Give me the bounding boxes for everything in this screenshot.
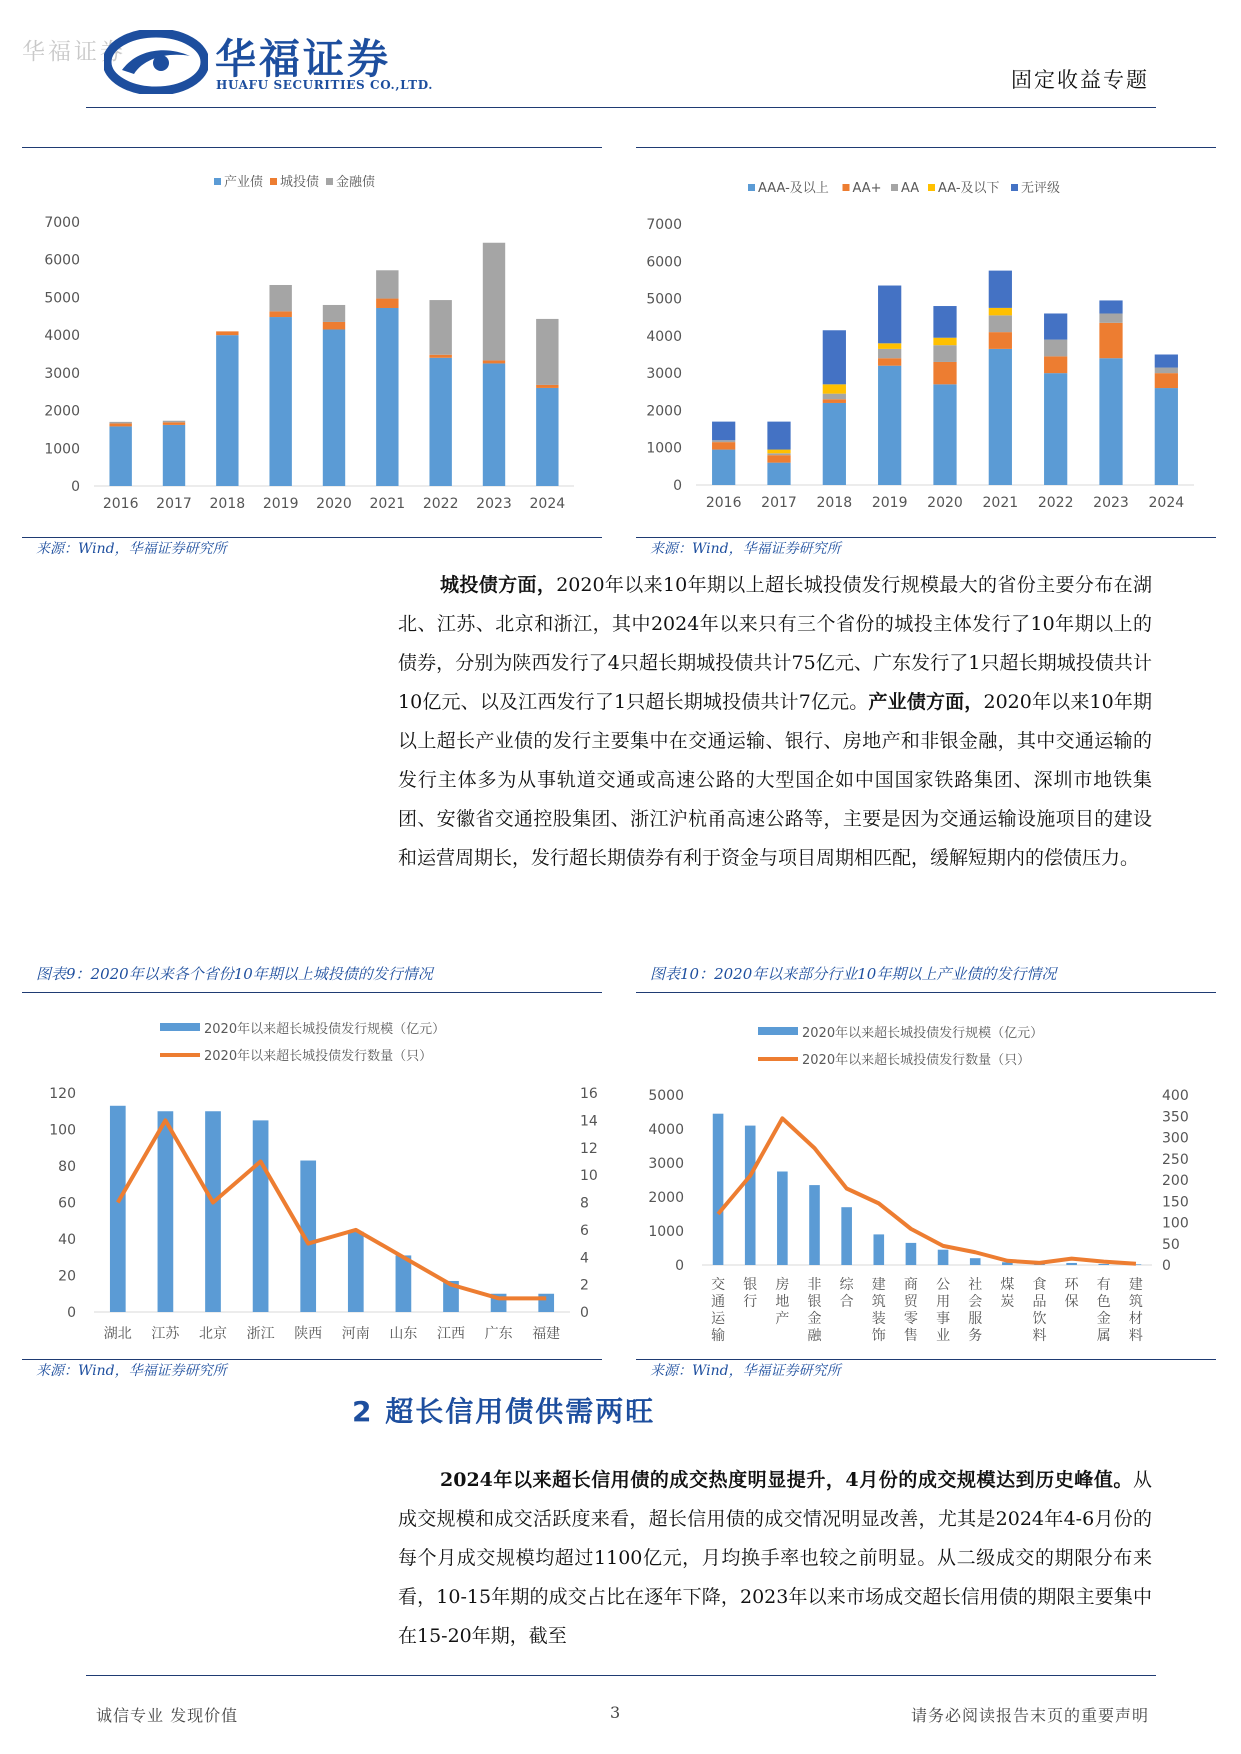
bar-segment xyxy=(1044,340,1067,357)
x-tick-label: 务 xyxy=(968,1328,983,1344)
bar-segment xyxy=(1155,355,1178,368)
bar xyxy=(110,1106,126,1312)
x-tick-label: 2018 xyxy=(209,496,246,512)
bar-segment xyxy=(216,335,238,486)
bar-segment xyxy=(269,285,291,311)
count-line xyxy=(118,1120,546,1298)
x-tick-label: 河南 xyxy=(341,1326,370,1342)
x-tick-label: 2021 xyxy=(369,496,406,512)
x-tick-label: 江西 xyxy=(437,1326,465,1342)
y-tick-label: 7000 xyxy=(44,215,80,231)
x-tick-label: 陕西 xyxy=(294,1326,323,1342)
legend-label: AAA-及以上 xyxy=(758,181,829,196)
x-tick-label: 浙江 xyxy=(246,1326,275,1342)
x-tick-label: 2020 xyxy=(927,495,963,511)
bar-segment xyxy=(823,394,846,400)
bar xyxy=(348,1232,364,1312)
brand-name-cn: 华福证券 xyxy=(215,35,391,83)
bar xyxy=(873,1234,884,1265)
paragraph-text: 2020年以来10年期以上超长产业债的发行主要集中在交通运输、银行、房地产和非银金融，其中交通运输的发行主体多为从事轨道交通或高速公路的大型国企如中国国家铁路集团、深圳市地铁集团、安徽省交通控股集团、浙江沪杭甬高速公路等，主要是因为交通运输设施项目的建设和运营周期长，发行超长期债券有利于资金与项目周期相匹配，缓解短期内的偿债压力。 xyxy=(398,691,1153,869)
source-note: 来源：Wind，华福证券研究所 xyxy=(650,541,841,557)
x-tick-label: 筑 xyxy=(1128,1294,1143,1310)
bar-segment xyxy=(376,308,398,486)
bar xyxy=(745,1126,756,1265)
x-tick-label: 2018 xyxy=(816,495,853,511)
x-tick-label: 料 xyxy=(1128,1328,1143,1344)
bar-segment xyxy=(163,421,185,423)
bar-segment xyxy=(1044,373,1067,485)
x-tick-label: 装 xyxy=(871,1311,886,1327)
x-tick-label: 保 xyxy=(1064,1294,1079,1310)
source-note: 来源：Wind，华福证券研究所 xyxy=(36,541,227,557)
footer-disclaimer: 请务必阅读报告末页的重要声明 xyxy=(910,1706,1149,1725)
x-tick-label: 非 xyxy=(807,1277,822,1293)
x-tick-label: 运 xyxy=(711,1311,726,1327)
x-tick-label: 业 xyxy=(936,1328,951,1344)
bar xyxy=(713,1114,724,1265)
legend-swatch xyxy=(326,178,333,185)
bar-segment xyxy=(483,360,505,363)
y-tick-label-right: 350 xyxy=(1162,1109,1189,1126)
paragraph-lead: 2024年以来超长信用债的成交热度明显提升，4月份的成交规模达到历史峰值。 xyxy=(440,1469,1133,1491)
bar-segment xyxy=(767,422,790,450)
bar xyxy=(938,1250,949,1265)
legend-swatch xyxy=(843,184,850,191)
x-tick-label: 贸 xyxy=(903,1294,918,1310)
y-tick-label-right: 10 xyxy=(580,1168,598,1185)
y-tick-label-right: 100 xyxy=(1162,1215,1189,1232)
x-tick-label: 输 xyxy=(711,1328,726,1344)
source-note: 来源：Wind，华福证券研究所 xyxy=(650,1363,841,1379)
legend-label: 城投债 xyxy=(280,175,320,190)
x-tick-label: 饰 xyxy=(871,1328,886,1344)
y-tick-label: 0 xyxy=(673,478,682,494)
x-tick-label: 2022 xyxy=(1037,495,1074,511)
bar-segment xyxy=(767,455,790,462)
bar-segment xyxy=(323,305,345,322)
bar xyxy=(841,1207,852,1265)
legend-swatch xyxy=(270,178,277,185)
legend-swatch xyxy=(928,184,935,191)
watermark: 华福证券 xyxy=(22,39,126,65)
x-tick-label: 产 xyxy=(775,1311,790,1327)
body-paragraph xyxy=(398,566,1152,878)
y-tick-label: 0 xyxy=(71,479,80,495)
x-tick-label: 2020 xyxy=(316,496,352,512)
footer-slogan: 诚信专业 发现价值 xyxy=(96,1706,239,1725)
legend-label: 产业债 xyxy=(224,175,264,190)
bar-segment xyxy=(933,384,956,485)
bar-segment xyxy=(767,453,790,455)
legend-swatch xyxy=(214,178,221,185)
bar-segment xyxy=(712,450,735,485)
bar-segment xyxy=(429,355,451,358)
y-tick-label-left: 3000 xyxy=(648,1156,684,1172)
x-tick-label: 建 xyxy=(871,1277,886,1293)
x-tick-label: 银 xyxy=(807,1294,822,1310)
y-tick-label-left: 0 xyxy=(675,1258,684,1274)
bar-segment xyxy=(1099,300,1122,313)
y-tick-label-right: 150 xyxy=(1162,1194,1189,1211)
x-tick-label: 会 xyxy=(968,1294,983,1310)
x-tick-label: 材 xyxy=(1128,1311,1143,1327)
y-tick-label-right: 300 xyxy=(1162,1130,1189,1147)
bar-segment xyxy=(712,422,735,441)
bar-segment xyxy=(1099,358,1122,485)
y-tick-label: 3000 xyxy=(44,365,80,382)
y-tick-label-right: 12 xyxy=(580,1140,598,1157)
brand-name-en: HUAFU SECURITIES CO.,LTD. xyxy=(216,78,434,92)
legend-swatch xyxy=(748,184,755,191)
x-tick-label: 房 xyxy=(775,1277,790,1293)
bar-segment xyxy=(712,440,735,442)
x-tick-label: 有 xyxy=(1096,1277,1111,1293)
x-tick-label: 2022 xyxy=(422,496,459,512)
x-tick-label: 综 xyxy=(839,1277,854,1293)
bar-segment xyxy=(878,366,901,485)
x-tick-label: 食 xyxy=(1032,1277,1047,1293)
paragraph-lead: 产业债方面， xyxy=(868,691,984,713)
paragraph-text: 2020年以来10年期以上超长城投债发行规模最大的省份主要分布在湖北、江苏、北京和浙江，其中2024年以来只有三个省份的城投主体发行了10年期以上的债券，分别为陕西发行了4只超长期城投债共计75亿元、广东发行了1只超长期城投债共计10亿元、以及江西发行了1只超长期城投债共计7亿元。 xyxy=(398,574,1152,713)
y-tick-label-left: 2000 xyxy=(648,1190,684,1206)
bar-segment xyxy=(989,315,1012,332)
chart-bottom-left-rule xyxy=(22,992,602,993)
bar-segment xyxy=(109,426,131,486)
y-tick-label: 3000 xyxy=(646,366,682,383)
bar xyxy=(1066,1263,1077,1265)
bar-segment xyxy=(109,423,131,426)
x-tick-label: 2021 xyxy=(982,495,1019,511)
bar-segment xyxy=(823,403,846,485)
x-tick-label: 山东 xyxy=(389,1326,418,1342)
y-tick-label-right: 16 xyxy=(580,1086,598,1102)
x-tick-label: 2023 xyxy=(1093,495,1129,511)
bar-segment xyxy=(933,338,956,345)
x-tick-label: 2019 xyxy=(262,496,299,512)
x-tick-label: 广东 xyxy=(484,1326,513,1342)
y-tick-label-right: 6 xyxy=(580,1222,589,1239)
bar-segment xyxy=(163,425,185,486)
y-tick-label-left: 5000 xyxy=(648,1088,684,1104)
bar-segment xyxy=(536,385,558,388)
bar-segment xyxy=(536,319,558,385)
bar-segment xyxy=(1044,313,1067,339)
bar-segment xyxy=(989,332,1012,349)
bar xyxy=(158,1111,174,1312)
legend-swatch-bar xyxy=(758,1027,798,1035)
legend-label: 金融债 xyxy=(336,175,376,190)
bar-segment xyxy=(878,358,901,365)
y-tick-label-left: 4000 xyxy=(648,1122,684,1138)
x-tick-label: 2016 xyxy=(102,496,139,512)
bar-segment xyxy=(933,362,956,384)
bar-segment xyxy=(1155,388,1178,485)
y-tick-label: 1000 xyxy=(646,440,682,457)
legend-label: 无评级 xyxy=(1021,181,1061,196)
y-tick-label: 6000 xyxy=(646,254,682,271)
y-tick-label: 5000 xyxy=(44,290,80,307)
bar-segment xyxy=(878,349,901,358)
y-tick-label-left: 100 xyxy=(49,1122,76,1139)
x-tick-label: 炭 xyxy=(1000,1294,1015,1310)
legend-label: 2020年以来超长城投债发行规模（亿元） xyxy=(204,1022,446,1037)
x-tick-label: 商 xyxy=(903,1277,918,1293)
x-tick-label: 北京 xyxy=(199,1326,227,1342)
x-tick-label: 环 xyxy=(1064,1277,1079,1293)
bar-segment xyxy=(989,349,1012,485)
bar-segment xyxy=(216,331,238,335)
x-tick-label: 2024 xyxy=(1148,495,1185,511)
bar-segment xyxy=(823,399,846,403)
legend-label: 2020年以来超长城投债发行规模（亿元） xyxy=(802,1026,1044,1041)
x-tick-label: 通 xyxy=(711,1294,726,1310)
bar-segment xyxy=(712,442,735,449)
bar-segment xyxy=(933,345,956,362)
x-tick-label: 湖北 xyxy=(103,1326,132,1342)
y-tick-label-right: 0 xyxy=(580,1305,589,1321)
paragraph-lead: 城投债方面， xyxy=(440,574,557,596)
x-tick-label: 社 xyxy=(968,1277,983,1293)
bar xyxy=(809,1185,820,1265)
x-tick-label: 料 xyxy=(1032,1328,1047,1344)
logo-icon xyxy=(104,30,208,94)
chart-top-left-rule xyxy=(22,147,602,148)
footer-divider xyxy=(86,1675,1156,1676)
y-tick-label: 2000 xyxy=(44,403,80,420)
bar xyxy=(906,1243,917,1265)
issuer-type-bar-chart xyxy=(22,150,602,535)
source-note: 来源：Wind，华福证券研究所 xyxy=(36,1363,227,1379)
y-tick-label: 4000 xyxy=(646,328,682,345)
y-tick-label-left: 0 xyxy=(67,1305,76,1321)
legend-swatch xyxy=(891,184,898,191)
x-tick-label: 筑 xyxy=(871,1294,886,1310)
x-tick-label: 2017 xyxy=(761,495,797,511)
bar xyxy=(1098,1264,1109,1265)
bar-segment xyxy=(536,388,558,486)
x-tick-label: 2023 xyxy=(476,496,512,512)
bar-segment xyxy=(878,343,901,349)
y-tick-label: 6000 xyxy=(44,252,80,269)
x-tick-label: 江苏 xyxy=(151,1326,180,1342)
y-tick-label-right: 8 xyxy=(580,1195,589,1212)
y-tick-label-left: 20 xyxy=(58,1268,76,1285)
bar-segment xyxy=(323,322,345,330)
bar-segment xyxy=(429,358,451,486)
x-tick-label: 地 xyxy=(775,1294,790,1310)
y-tick-label-right: 0 xyxy=(1162,1258,1171,1274)
bar-segment xyxy=(429,300,451,355)
x-tick-label: 交 xyxy=(711,1277,726,1293)
bar-segment xyxy=(376,270,398,298)
bar xyxy=(396,1255,412,1312)
bar-segment xyxy=(878,286,901,344)
x-tick-label: 金 xyxy=(807,1311,822,1327)
x-tick-label: 2019 xyxy=(871,495,908,511)
y-tick-label-right: 4 xyxy=(580,1250,589,1267)
bar xyxy=(777,1172,788,1266)
x-tick-label: 饮 xyxy=(1032,1311,1047,1327)
legend-swatch-bar xyxy=(160,1023,200,1031)
x-tick-label: 合 xyxy=(839,1294,854,1310)
y-tick-label-right: 2 xyxy=(580,1277,589,1294)
figure-caption: 图表10：2020年以来部分行业10年期以上产业债的发行情况 xyxy=(650,965,1057,983)
y-tick-label-left: 1000 xyxy=(648,1224,684,1240)
x-tick-label: 建 xyxy=(1128,1277,1143,1293)
chart-bottom-right-rule xyxy=(636,992,1216,993)
bar-segment xyxy=(376,299,398,308)
x-tick-label: 行 xyxy=(743,1294,758,1310)
y-tick-label-left: 80 xyxy=(58,1159,76,1175)
x-tick-label: 色 xyxy=(1096,1294,1111,1310)
bar xyxy=(970,1258,981,1265)
x-tick-label: 品 xyxy=(1032,1294,1047,1310)
bar-segment xyxy=(823,330,846,384)
figure-caption: 图表9：2020年以来各个省份10年期以上城投债的发行情况 xyxy=(36,965,433,983)
paragraph-text: 从成交规模和成交活跃度来看，超长信用债的成交情况明显改善，尤其是2024年4-6月份的每个月成交规模均超过1100亿元，月均换手率也较之前明显。从二级成交的期限分布来看，10-15年期的成交占比在逐年下降，2023年以来市场成交超长信用债的期限主要集中在15-20年期，截至 xyxy=(398,1469,1152,1647)
legend-label: 2020年以来超长城投债发行数量（只） xyxy=(802,1053,1031,1068)
x-tick-label: 银 xyxy=(743,1277,758,1293)
y-tick-label: 1000 xyxy=(44,441,80,458)
bar-segment xyxy=(989,271,1012,308)
bar-segment xyxy=(933,306,956,338)
x-tick-label: 金 xyxy=(1096,1311,1111,1327)
document-type: 固定收益专题 xyxy=(1011,68,1149,92)
bar-segment xyxy=(483,243,505,361)
x-tick-label: 2024 xyxy=(529,496,566,512)
bar-segment xyxy=(163,422,185,425)
x-tick-label: 售 xyxy=(903,1328,918,1344)
legend-label: 2020年以来超长城投债发行数量（只） xyxy=(204,1049,433,1064)
bar xyxy=(253,1120,269,1312)
bar-segment xyxy=(767,450,790,454)
page-number: 3 xyxy=(610,1703,622,1722)
bar-segment xyxy=(269,317,291,486)
y-tick-label-right: 50 xyxy=(1162,1236,1180,1253)
x-tick-label: 用 xyxy=(936,1294,951,1310)
x-tick-label: 零 xyxy=(903,1311,918,1327)
bar-segment xyxy=(1044,356,1067,373)
bar-segment xyxy=(823,384,846,393)
bar xyxy=(205,1111,221,1312)
y-tick-label-right: 250 xyxy=(1162,1151,1189,1168)
y-tick-label-right: 200 xyxy=(1162,1173,1189,1189)
y-tick-label: 4000 xyxy=(44,328,80,345)
x-tick-label: 服 xyxy=(968,1311,983,1327)
industry-bar-line-chart xyxy=(636,995,1216,1357)
header-divider xyxy=(86,107,1156,108)
x-tick-label: 公 xyxy=(936,1277,951,1293)
y-tick-label: 7000 xyxy=(646,217,682,233)
x-tick-label: 2017 xyxy=(156,496,192,512)
legend-label: AA+ xyxy=(852,181,882,196)
y-tick-label-right: 14 xyxy=(580,1113,598,1130)
chart-top-right-rule xyxy=(636,147,1216,148)
bar-segment xyxy=(1099,313,1122,322)
bar-segment xyxy=(1099,323,1122,358)
y-tick-label-left: 60 xyxy=(58,1195,76,1212)
bar-segment xyxy=(767,463,790,485)
y-tick-label-left: 120 xyxy=(49,1086,76,1102)
y-tick-label-left: 40 xyxy=(58,1232,76,1248)
y-tick-label: 5000 xyxy=(646,291,682,308)
body-paragraph xyxy=(398,1461,1152,1656)
rating-bar-chart xyxy=(636,150,1216,535)
legend-label: AA-及以下 xyxy=(938,181,1000,196)
bar-segment xyxy=(323,329,345,486)
x-tick-label: 福建 xyxy=(532,1326,561,1342)
province-bar-line-chart xyxy=(22,995,602,1357)
bar-segment xyxy=(269,311,291,317)
y-tick-label-right: 400 xyxy=(1162,1088,1189,1104)
x-tick-label: 事 xyxy=(936,1311,951,1327)
legend-swatch xyxy=(1011,184,1018,191)
bar-segment xyxy=(109,422,131,424)
x-tick-label: 2016 xyxy=(705,495,742,511)
legend-label: AA xyxy=(901,181,920,196)
x-tick-label: 属 xyxy=(1096,1328,1111,1344)
bar-segment xyxy=(989,308,1012,315)
x-tick-label: 煤 xyxy=(1000,1277,1015,1293)
bar-segment xyxy=(483,363,505,486)
y-tick-label: 2000 xyxy=(646,403,682,420)
bar-segment xyxy=(1155,368,1178,374)
section-title: 2 超长信用债供需两旺 xyxy=(352,1395,656,1428)
bar-segment xyxy=(1155,373,1178,388)
x-tick-label: 融 xyxy=(807,1328,822,1344)
